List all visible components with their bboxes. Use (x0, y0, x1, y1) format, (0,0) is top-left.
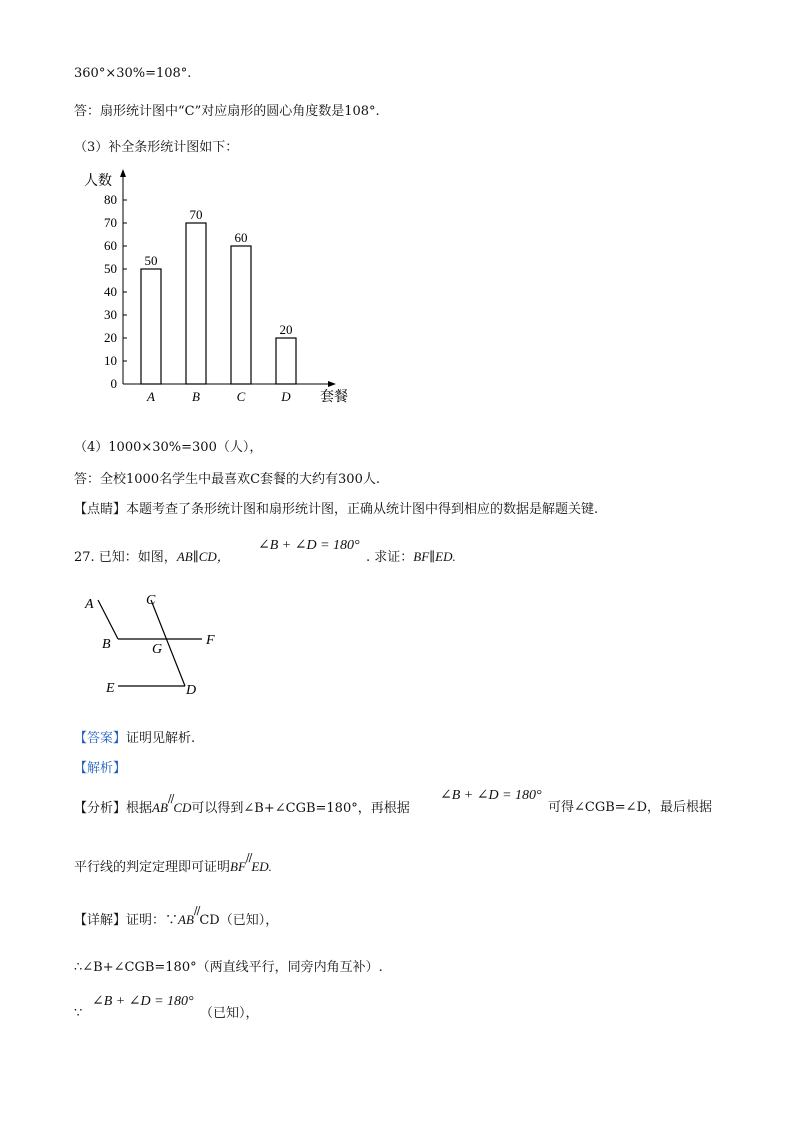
parallel-mark: // (193, 904, 200, 917)
label-E: E (106, 681, 115, 696)
label-A: A (85, 597, 94, 612)
data-label-A: 50 (144, 253, 158, 268)
analysis-text-4: 平行线的判定定理即可证明 (74, 860, 231, 875)
detail-tag: 【详解】 (74, 913, 127, 928)
analysis-cd: CD (173, 800, 192, 815)
y-axis-arrow (120, 169, 126, 177)
y-tick-label: 70 (104, 215, 117, 230)
y-tick-label: 40 (104, 284, 117, 299)
y-tick-label: 50 (104, 261, 117, 276)
detail-since-symbol: ∵ (74, 1006, 83, 1021)
label-F: F (206, 633, 215, 648)
y-tick-label: 60 (104, 238, 117, 253)
data-label-C: 60 (234, 230, 248, 245)
x-tick-label-C: C (236, 389, 246, 404)
q27-prove-line (366, 549, 456, 566)
x-tick-label-D: D (281, 389, 291, 404)
analysis-tag: 【解析】 (74, 761, 127, 776)
detail-angle-sum: ∠B + ∠D = 180° (92, 994, 194, 1009)
analysis-text-1: 根据 (126, 801, 153, 816)
calc-line-angle: 360°×30%=108°. (74, 66, 192, 81)
bar-A (141, 269, 161, 384)
segment-AB (98, 600, 118, 639)
label-G: G (152, 642, 163, 657)
x-axis-arrow (328, 381, 336, 387)
parallel-mark: // (245, 851, 252, 864)
detail-known: （已知）， (200, 1006, 259, 1021)
x-tick-label-A: A (147, 389, 155, 404)
part3-heading: （3）补全条形统计图如下： (74, 140, 239, 155)
q27-line (74, 549, 230, 566)
bar-D (276, 338, 296, 384)
bar-C (231, 246, 251, 384)
label-C: C (146, 593, 156, 608)
data-label-D: 20 (279, 322, 293, 337)
analysis-ed: ED. (251, 859, 272, 874)
y-tick-label: 0 (110, 376, 117, 391)
answer-line-angle: 答：扇形统计图中“C”对应扇形的圆心角度数是108°. (74, 104, 380, 119)
part4-answer: 答：全校1000名学生中最喜欢C套餐的大约有300人. (74, 472, 380, 487)
bars (141, 207, 296, 404)
dianjing-text: 本题考查了条形统计图和扇形统计图，正确从统计图中得到相应的数据是解题关键. (126, 502, 599, 517)
q27-given-parallel: AB∥CD， (176, 549, 230, 564)
label-B: B (102, 637, 111, 652)
y-tick-label: 20 (104, 330, 117, 345)
data-label-B: 70 (189, 207, 203, 222)
analysis-ab: AB (152, 800, 168, 815)
analysis-fenxi-tag: 【分析】 (74, 801, 127, 816)
label-D: D (186, 683, 197, 698)
q27-prove-statement: BF∥ED. (413, 549, 456, 564)
analysis-line-2 (74, 851, 272, 876)
analysis-angle-sum: ∠B + ∠D = 180° (440, 788, 542, 803)
y-tick-label: 10 (104, 353, 117, 368)
answer-line (74, 731, 195, 747)
y-axis-label: 人数 (84, 174, 112, 189)
answer-text: 证明见解析. (126, 731, 196, 746)
analysis-text-2: 可以得到∠B+∠CGB=180°，再根据 (191, 801, 410, 816)
detail-line-2: ∴∠B+∠CGB=180°（两直线平行，同旁内角互补）. (74, 960, 383, 975)
detail-cd: CD（已知）， (199, 913, 279, 928)
x-tick-label-B: B (192, 389, 200, 404)
detail-ab: AB (178, 912, 194, 927)
bar-chart (70, 165, 370, 405)
parallel-mark: // (167, 792, 174, 805)
detail-line-1 (74, 904, 279, 929)
dianjing-tag: 【点睛】 (74, 502, 127, 517)
analysis-line-1 (74, 792, 410, 817)
answer-tag: 【答案】 (74, 731, 127, 746)
x-axis-label: 套餐 (320, 390, 348, 405)
y-ticks (104, 192, 127, 391)
detail-text-1: 证明：∵ (126, 913, 179, 928)
part4-calc: （4）1000×30%=300（人）， (74, 440, 263, 455)
q27-given-angle-sum: ∠B + ∠D = 180° (258, 538, 360, 553)
geometry-figure (80, 590, 260, 710)
y-tick-label: 80 (104, 192, 117, 207)
dianjing-line (74, 502, 598, 518)
y-tick-label: 30 (104, 307, 117, 322)
analysis-text-3: 可得∠CGB=∠D，最后根据 (548, 800, 712, 815)
analysis-bf: BF (230, 859, 246, 874)
q27-prove-prefix: . 求证： (366, 550, 414, 565)
bar-B (186, 223, 206, 384)
q27-prefix: 27. 已知：如图， (74, 550, 177, 565)
